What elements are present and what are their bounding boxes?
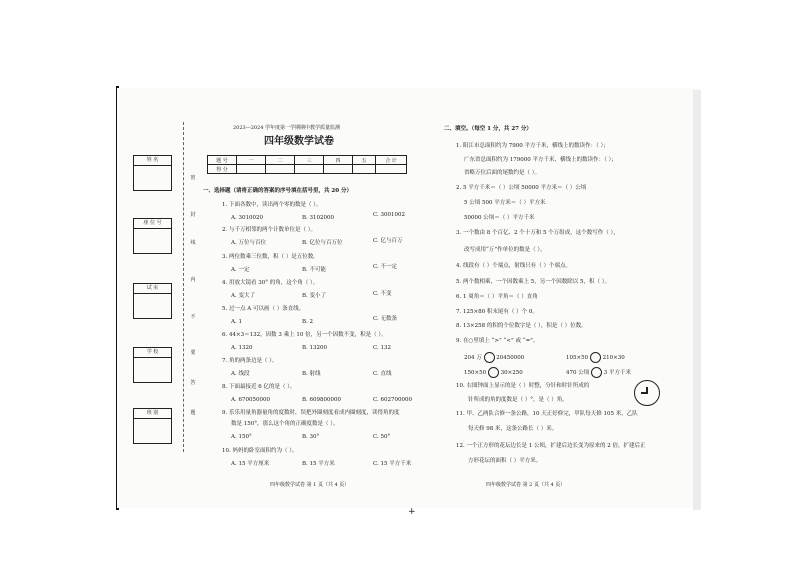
- compare-row-2: [566, 352, 625, 363]
- q1-stem: 1. 下面各数中，读出两个零的数是（ ）。: [222, 202, 322, 208]
- score-cell: 得 分: [208, 165, 237, 174]
- seat-field[interactable]: [134, 229, 171, 253]
- q3-opt-b: B. 不可能: [302, 267, 327, 273]
- seal-char: 内: [190, 277, 196, 283]
- q5-opt-b: B. 2: [302, 319, 314, 325]
- q9-opt-c: C. 50°: [373, 434, 391, 440]
- score-row-header: [208, 156, 407, 165]
- seal-char: 要: [190, 350, 196, 356]
- fill-line: 50000 公顷＝（ ）平方千米: [464, 215, 535, 221]
- compare-right: 30×250: [500, 370, 523, 376]
- q2-opt-a: A. 万位与百位: [231, 240, 266, 246]
- seal-char: 答: [190, 380, 196, 386]
- q8-stem: 8. 下面最接近 6 亿的是（ ）。: [222, 384, 296, 390]
- fill-line: 10. 右图钟面上显示的是（ ）时整，分针和时针所成的: [456, 383, 590, 389]
- school-label: 学 校: [134, 348, 171, 358]
- q4-opt-b: B. 变小了: [302, 293, 327, 299]
- q7-opt-c: C. 直线: [373, 371, 392, 377]
- room-label: 试 室: [134, 284, 171, 294]
- q4-stem: 4. 用放大镜看 30° 的角，这个角（ ）。: [222, 280, 319, 286]
- class-field[interactable]: [134, 419, 171, 443]
- q9-stem: 9. 乐乐用量角器量角的度数时，误把外圈刻度看成内圈刻度，读得角的度: [222, 410, 400, 416]
- q9-opt-b: B. 30°: [302, 434, 320, 440]
- crop-mark-icon: +: [408, 507, 416, 517]
- page2-footer: 四年级数学试卷 第 2 页（共 4 页）: [486, 482, 566, 488]
- paper-title: 四年级数学试卷: [264, 136, 334, 147]
- score-cell: 三: [295, 156, 324, 165]
- q2-opt-b: B. 亿位与百万位: [302, 240, 343, 246]
- name-field[interactable]: [134, 166, 171, 190]
- score-cell[interactable]: [237, 165, 266, 174]
- school-box: [133, 347, 172, 383]
- room-field[interactable]: [134, 294, 171, 318]
- seal-char: 线: [190, 240, 196, 246]
- fill-line: 5. 两个数相乘，一个因数乘上 5，另一个因数除以 5，积（ ）。: [456, 279, 610, 285]
- compare-left: 204 万: [464, 355, 482, 361]
- q9-stem-cont: 数是 150°，那么这个角的正确度数是（ ）。: [231, 421, 339, 427]
- seal-line: [183, 122, 184, 452]
- q10-opt-a: A. 15 平方厘米: [231, 461, 270, 467]
- q3-opt-a: A. 一定: [231, 267, 250, 273]
- compare-right: 20450000: [496, 355, 525, 361]
- fill-line: 5 公顷 500 平方米＝（ ）平方米: [464, 200, 546, 206]
- q7-stem: 7. 角的两条边是（ ）。: [222, 358, 278, 364]
- q6-opt-a: A. 1320: [231, 345, 253, 351]
- score-row-points: [208, 165, 407, 174]
- q1-opt-a: A. 3010020: [231, 215, 263, 221]
- name-label: 姓 名: [134, 156, 171, 166]
- seal-char: 题: [190, 410, 196, 416]
- q5-opt-c: C. 无数条: [373, 316, 398, 322]
- seal-char: 不: [190, 314, 196, 320]
- section1-title: 一、选择题（请将正确的答案的序号填在括号里，共 20 分）: [203, 188, 352, 194]
- fill-line: 8. 13×258 的积的个位数字是（ ），积是（ ）位数。: [456, 323, 587, 329]
- compare-row-3: [464, 367, 523, 378]
- fill-line: 2. 5 平方千米＝（ ）公顷 50000 平方米＝（ ）公顷: [456, 185, 587, 191]
- q7-opt-a: A. 线段: [231, 371, 250, 377]
- clock-face-icon: [634, 380, 660, 406]
- fill-line: 6. 1 周角＝（ ）平角＝（ ）直角: [456, 294, 538, 300]
- q10-opt-c: C. 15 平方千米: [373, 461, 412, 467]
- name-box: [133, 155, 172, 191]
- q4-opt-a: A. 变大了: [231, 293, 255, 299]
- fill-line: 3. 一个数由 8 个百亿、2 个十万和 5 个万组成，这个数写作（ ），: [456, 230, 619, 236]
- q7-opt-b: B. 射线: [302, 371, 321, 377]
- q2-opt-c: C. 亿与百万: [373, 238, 403, 244]
- fill-line: 1. 阳江市总面积约为 7900 平方千米，横线上的数读作：（ ）；: [456, 143, 609, 149]
- q1-opt-c: C. 3001002: [373, 212, 406, 218]
- compare-left: 105×50: [566, 355, 589, 361]
- fill-line: 省略万位后面的尾数约是（ ）。: [464, 170, 540, 176]
- q10-stem: 10. 妈妈的卧室面积约为（ ）。: [222, 448, 298, 454]
- seat-label: 座 位 号: [134, 219, 171, 229]
- compare-right: 3 平方千米: [603, 370, 631, 376]
- fill-line: 方形花坛的面积（ ）平方米。: [468, 458, 542, 464]
- q5-stem: 5. 过一点 A 可以画（ ）条直线。: [222, 306, 305, 312]
- class-label: 班 别: [134, 409, 171, 419]
- compare-left: 150×50: [464, 370, 487, 376]
- fill-line: 每天修 98 米，这条公路长（ ）米。: [468, 426, 558, 432]
- score-cell[interactable]: [324, 165, 353, 174]
- score-cell: 二: [266, 156, 295, 165]
- compare-circle[interactable]: [590, 352, 601, 363]
- fill-line: 7. 125×80 积末尾有（ ）个 0。: [456, 309, 538, 315]
- q1-opt-b: B. 3102000: [302, 215, 335, 221]
- q6-stem: 6. 44×3＝132，因数 3 乘上 10 倍，另一个因数不变，积是（ ）。: [222, 332, 387, 338]
- score-cell: 五: [353, 156, 376, 165]
- fill-line: 广东省总面积约为 179000 平方千米，横线上的数读作：（ ）；: [464, 157, 617, 163]
- q8-opt-c: C. 602700000: [373, 397, 413, 403]
- fill-line: 12. 一个正方形的花坛边长是 1 公顷，扩建后边长变为原来的 2 倍，扩建后正: [456, 443, 646, 449]
- score-table: [207, 155, 407, 174]
- score-cell[interactable]: [353, 165, 376, 174]
- fill-line: 4. 线段有（ ）个端点，射线只有（ ）个端点。: [456, 263, 571, 269]
- fill-line: 针所成的角的度数是（ ）°，是（ ）角。: [468, 397, 568, 403]
- compare-left: 470 公顷: [566, 370, 590, 376]
- q8-opt-b: B. 609800000: [302, 397, 342, 403]
- compare-row-1: [464, 352, 524, 363]
- compare-right: 210×30: [602, 355, 625, 361]
- compare-circle[interactable]: [484, 352, 495, 363]
- page1-footer: 四年级数学试卷 第 1 页（共 4 页）: [270, 482, 350, 488]
- compare-circle[interactable]: [488, 367, 499, 378]
- score-cell[interactable]: [376, 165, 407, 174]
- q10-opt-b: B. 15 平方米: [302, 461, 335, 467]
- compare-circle[interactable]: [591, 367, 602, 378]
- q5-opt-a: A. 1: [231, 319, 242, 325]
- q6-opt-c: C. 132: [373, 345, 392, 351]
- q3-stem: 3. 两位数乘三位数，积（ ）是五位数。: [222, 254, 319, 260]
- fill-line: 改写成用“万”作单位的数是（ ）。: [464, 247, 546, 253]
- seat-box: [133, 218, 172, 254]
- score-cell: 题 号: [208, 156, 237, 165]
- q9-opt-a: A. 150°: [231, 434, 252, 440]
- score-cell[interactable]: [295, 165, 324, 174]
- q6-opt-b: B. 13200: [302, 345, 328, 351]
- scan-shadow-right: [693, 90, 701, 510]
- school-field[interactable]: [134, 358, 171, 382]
- room-box: [133, 283, 172, 319]
- fill-line: 11. 甲、乙两队合修一条公路，10 天正好修完，甲队每天修 105 米，乙队: [456, 411, 638, 417]
- score-cell: 合 计: [376, 156, 407, 165]
- score-cell[interactable]: [266, 165, 295, 174]
- seal-char: 密: [190, 175, 196, 181]
- q4-opt-c: C. 不变: [373, 291, 392, 297]
- section2-title: 二、填空。（每空 1 分，共 27 分）: [444, 126, 532, 132]
- exam-title: 2023—2024 学年度第一学期期中教学质量监测: [233, 125, 341, 131]
- q3-opt-c: C. 不一定: [373, 264, 398, 270]
- fill-line: 9. 在○里填上 “>” “<” 或 “=”。: [456, 338, 539, 344]
- class-box: [133, 408, 172, 444]
- q8-opt-a: A. 670050000: [231, 397, 270, 403]
- score-cell: 一: [237, 156, 266, 165]
- compare-row-4: [566, 367, 631, 378]
- score-cell: 四: [324, 156, 353, 165]
- seal-char: 封: [190, 212, 196, 218]
- q2-stem: 2. 与千万相邻的两个计数单位是（ ）。: [222, 227, 316, 233]
